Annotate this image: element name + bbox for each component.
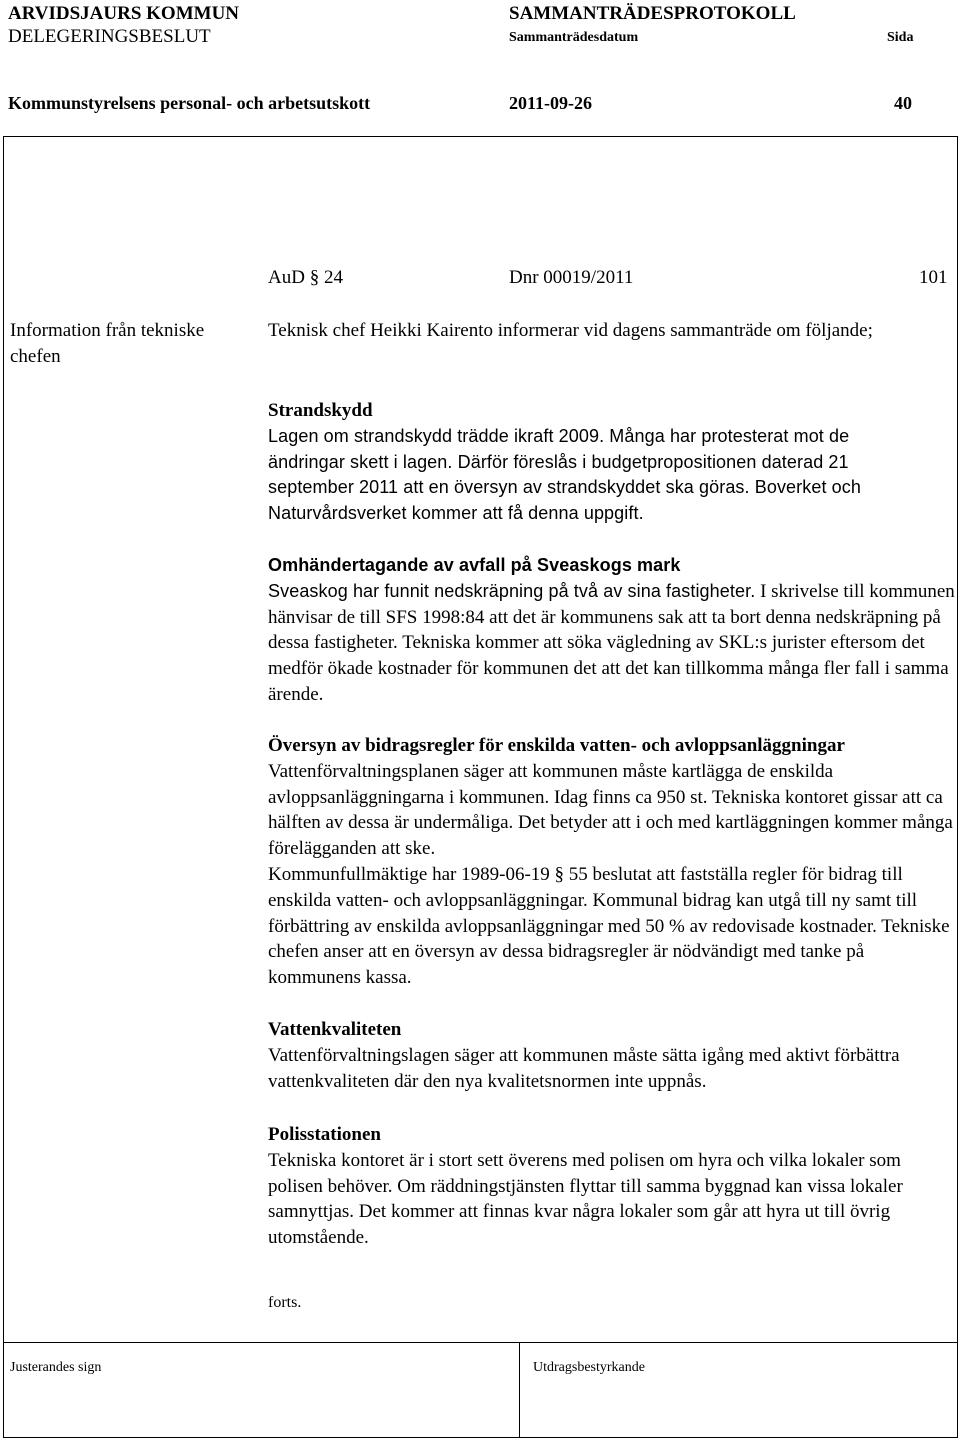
section-title: Översyn av bidragsregler för enskilda vatten- och avloppsanläggningar bbox=[268, 735, 845, 756]
page-label: Sida bbox=[887, 30, 914, 45]
sign-label: Justerandes sign bbox=[10, 1360, 102, 1375]
section-text-lead: Sveaskog har funnit nedskräpning på två av sina fastigheter. bbox=[268, 580, 756, 601]
section-strandskydd bbox=[268, 398, 958, 527]
section-text: Tekniska kontoret är i stort sett överens med polisen om hyra och vilka lokaler som polisen behöver. Om räddningstjänsten flyttar till samma byggnad kan vissa lokaler samnyttjas. Det kommer att finnas kvar några lokaler som går att hyra ut till övrig utomstående. bbox=[268, 1149, 903, 1249]
left-border bbox=[3, 136, 4, 1438]
section-text-2: Kommunfullmäktige har 1989-06-19 § 55 beslutat att fastställa regler för bidrag till enskilda vatten- och avloppsanläggningar. Kommunal bidrag kan utgå till ny samt till förbättring av enskilda avloppsanläggningar med 50 % av redovisade kostnader. Tekniske chefen anser att en översyn av dessa bidragsregler är nödvändigt med tanke på kommunens kassa. bbox=[268, 863, 950, 989]
margin-heading: Information från tekniske chefen bbox=[10, 320, 205, 367]
section-text: Vattenförvaltningslagen säger att kommunen måste sätta igång med aktivt förbättra vattenkvaliteten där den nya kvalitetsnormen inte uppnås. bbox=[268, 1044, 900, 1092]
protocol-title: SAMMANTRÄDESPROTOKOLL bbox=[509, 3, 796, 24]
case-dnr: Dnr 00019/2011 bbox=[509, 267, 634, 288]
intro-text: Teknisk chef Heikki Kairento informerar vid dagens sammanträde om följande; bbox=[268, 320, 873, 341]
section-title: Polisstationen bbox=[268, 1124, 381, 1145]
top-rule bbox=[3, 136, 958, 137]
section-text-rest: I skrivelse till kommunen hänvisar de till SFS 1998:84 att det är kommunens sak att ta bort denna nedskräpning på dessa fastigheter. Tekniska kommer att söka vägledning av SKL:s jurister eftersom det medför ökade kostnader för kommunen det att det kan tillkomma många fler fall i samma ärende. bbox=[268, 580, 955, 705]
section-polisstationen bbox=[268, 1122, 958, 1251]
continued-note: forts. bbox=[268, 1294, 302, 1311]
section-bidragsregler bbox=[268, 733, 958, 991]
section-text: Vattenförvaltningsplanen säger att kommunen måste kartlägga de enskilda avloppsanläggningarna i kommunen. Idag finns ca 950 st. Tekniska kontoret gissar att ca hälften av dessa är undermåliga. Det betyder att i och med kartläggningen kommer många förelägganden att ske. bbox=[268, 760, 953, 860]
document-type: DELEGERINGSBESLUT bbox=[8, 26, 211, 47]
footer-divider bbox=[519, 1342, 520, 1438]
case-number: 101 bbox=[919, 267, 948, 288]
case-reference: AuD § 24 bbox=[268, 267, 343, 288]
section-text bbox=[268, 579, 958, 708]
section-sveaskog bbox=[268, 553, 958, 708]
section-title: Vattenkvaliteten bbox=[268, 1019, 402, 1040]
section-title: Omhändertagande av avfall på Sveaskogs mark bbox=[268, 555, 681, 575]
page-number: 40 bbox=[894, 93, 912, 113]
section-text: Lagen om strandskydd trädde ikraft 2009. Många har protesterat mot de ändringar skett i lagen. Därför föreslås i budgetpropositionen daterad 21 september 2011 att en översyn av strandskyddet ska göras. Boverket och Naturvårdsverket kommer att få denna uppgift. bbox=[268, 425, 861, 524]
extract-label: Utdragsbestyrkande bbox=[533, 1360, 645, 1375]
meeting-date-label: Sammanträdesdatum bbox=[509, 30, 639, 45]
section-title: Strandskydd bbox=[268, 400, 373, 421]
section-vattenkvaliteten bbox=[268, 1017, 958, 1094]
meeting-date: 2011-09-26 bbox=[509, 93, 592, 113]
bottom-rule bbox=[3, 1437, 958, 1438]
footer-rule bbox=[3, 1342, 958, 1343]
org-name: ARVIDSJAURS KOMMUN bbox=[8, 3, 240, 24]
committee-name: Kommunstyrelsens personal- och arbetsutskott bbox=[8, 93, 371, 113]
